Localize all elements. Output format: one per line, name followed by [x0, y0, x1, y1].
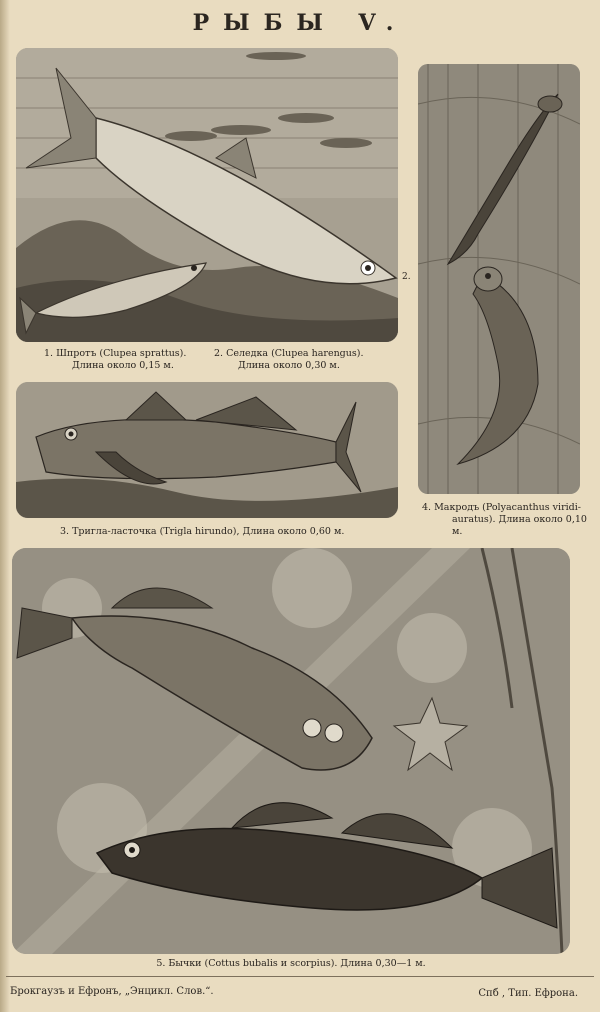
caption-herring-name: 2. Селедка (Clupea harengus). [214, 348, 364, 359]
caption-sculpin [12, 958, 570, 970]
caption-sprat [44, 348, 214, 372]
plate-sculpin [12, 548, 570, 954]
caption-macropod-name: 4. Макродъ (Polyacanthus viridi- [422, 502, 581, 513]
macropod-illustration [418, 64, 580, 494]
footer-printer: Спб , Тип. Ефрона. [478, 988, 578, 999]
caption-sprat-name: 1. Шпротъ (Clupea sprattus). [44, 348, 187, 359]
caption-macropod-length: auratus). Длина около 0,10 м. [452, 514, 587, 537]
caption-herring [214, 348, 394, 372]
caption-gurnard [60, 526, 390, 538]
footer-rule [6, 976, 594, 977]
footer-publisher: Брокгаузъ и Ефронъ, „Энцикл. Слов.“. [10, 986, 214, 997]
page-binding-edge [0, 0, 10, 1012]
plate-gurnard [16, 382, 398, 518]
side-number: 2. [402, 272, 411, 282]
herring-sprat-illustration [16, 48, 398, 342]
page-title: РЫБЫ V. [192, 10, 408, 36]
sculpin-illustration [12, 548, 570, 954]
caption-macropod [422, 502, 598, 538]
caption-herring-length: Длина около 0,30 м. [238, 360, 340, 371]
plate-herring-sprat [16, 48, 398, 342]
caption-sculpin-text: 5. Бычки (Cottus bubalis и scorpius). Длина 0,30—1 м. [156, 958, 426, 969]
caption-gurnard-text: 3. Тригла-ласточка (Trigla hirundo), Длина около 0,60 м. [60, 526, 345, 537]
caption-sprat-length: Длина около 0,15 м. [72, 360, 174, 371]
plate-macropod [418, 64, 580, 494]
gurnard-illustration [16, 382, 398, 518]
